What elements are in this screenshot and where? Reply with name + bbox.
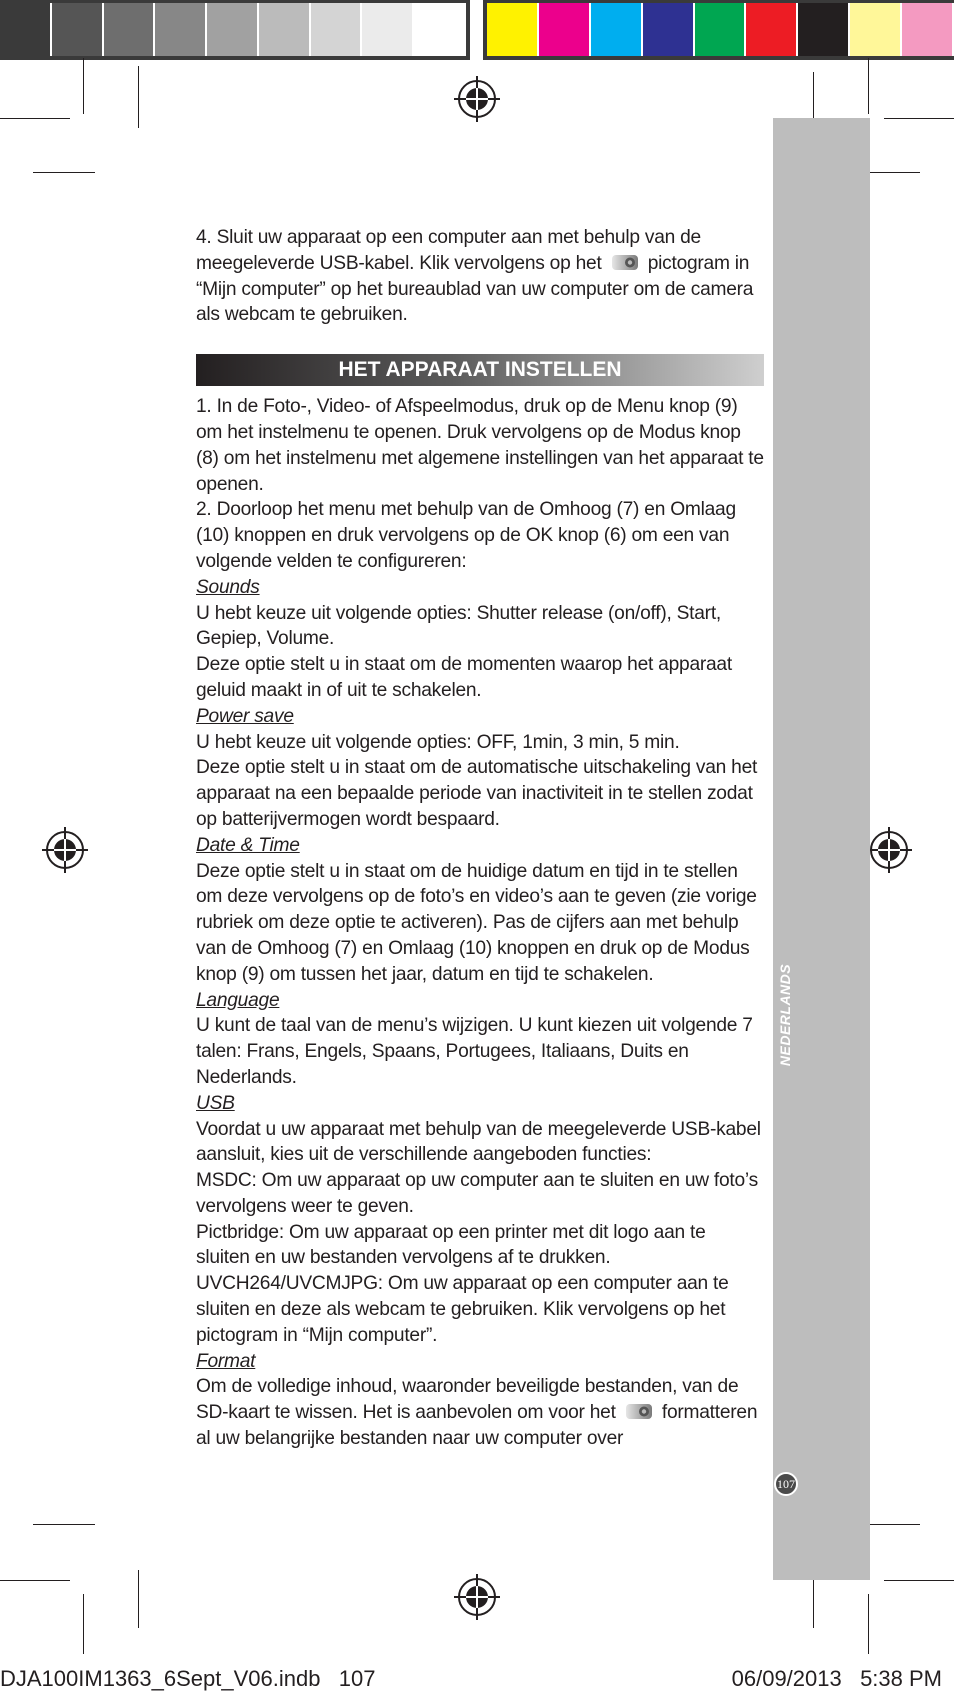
power-save-options: U hebt keuze uit volgende opties: OFF, 1min, 3 min, 5 min.	[196, 731, 680, 753]
file-name: DJA100IM1363_6Sept_V06.indb 107	[0, 1666, 376, 1691]
color-swatch	[591, 3, 643, 56]
sounds-heading: Sounds	[196, 576, 260, 598]
print-slug	[0, 1666, 954, 1696]
color-swatch	[52, 3, 104, 56]
color-swatch	[0, 3, 52, 56]
sounds-description: Deze optie stelt u in staat om de momenten waarop het apparaat geluid maakt in of uit te schakelen.	[196, 654, 732, 701]
grayscale-color-bar	[0, 0, 470, 60]
crop-mark	[868, 1594, 869, 1654]
color-swatch	[850, 3, 902, 56]
color-swatch	[104, 3, 156, 56]
color-swatch	[155, 3, 207, 56]
color-swatch	[695, 3, 747, 56]
usb-uvc: UVCH264/UVCMJPG: Om uw apparaat op een computer aan te sluiten en deze als webcam te gebruiken. Klik vervolgens op het pictogram in “Mijn computer”.	[196, 1273, 729, 1346]
crop-mark	[868, 58, 869, 114]
crop-mark	[33, 172, 95, 173]
usb-heading: USB	[196, 1092, 235, 1114]
color-swatch	[798, 3, 850, 56]
intro-paragraph: 4. Sluit uw apparaat op een computer aan met behulp van de meegeleverde USB-kabel. Klik vervolgens op het pictogram in “Mijn computer” op het bureaublad van uw computer om de camera als webcam te gebruiken.	[196, 227, 754, 326]
registration-mark-icon	[42, 827, 88, 873]
language-side-tab	[773, 118, 870, 1580]
section-title-banner: HET APPARAAT INSTELLEN	[196, 354, 764, 386]
color-swatch	[362, 3, 414, 56]
format-description: Om de volledige inhoud, waaronder beveiligde bestanden, van de SD-kaart te wissen. Het is aanbevolen om voor het formatteren al uw belangrijke bestanden naar uw computer over	[196, 1376, 758, 1450]
crop-mark	[138, 1570, 139, 1628]
language-description: U kunt de taal van de menu’s wijzigen. U kunt kiezen uit volgende 7 talen: Frans, Engels, Spaans, Portugees, Italiaans, Duits en Nederlands.	[196, 1015, 753, 1088]
color-swatch	[487, 3, 539, 56]
language-tab-label: NEDERLANDS	[777, 963, 794, 1067]
date-time-description: Deze optie stelt u in staat om de huidige datum en tijd in te stellen om deze vervolgens op de foto’s en video’s aan te geven (zie vorige rubriek om deze optie te activeren). Pas de cijfers aan met behulp van de Omhoog (7) en Omlaag (10) knoppen en druk op de Modus knop (9) om tussen het jaar, datum en tijd te schakelen.	[196, 860, 757, 985]
usb-pictbridge: Pictbridge: Om uw apparaat op een printer met dit logo aan te sluiten en uw bestanden vervolgens af te drukken.	[196, 1221, 706, 1269]
registration-mark-icon	[454, 76, 500, 122]
language-heading: Language	[196, 989, 280, 1011]
crop-mark	[33, 1524, 95, 1525]
color-swatch	[311, 3, 363, 56]
camera-icon	[624, 1400, 654, 1422]
format-heading: Format	[196, 1350, 256, 1372]
page-number-badge: 107	[774, 1472, 798, 1496]
step-1-paragraph: 1. In de Foto-, Video- of Afspeelmodus, druk op de Menu knop (9) om het instelmenu te openen. Druk vervolgens op de Modus knop (8) om het instelmenu met algemene instellingen van het apparaat te openen.	[196, 396, 764, 495]
crop-mark	[884, 1580, 954, 1581]
color-swatch	[207, 3, 259, 56]
registration-mark-icon	[454, 1574, 500, 1620]
power-save-description: Deze optie stelt u in staat om de automatische uitschakeling van het apparaat na een bepaalde periode van inactiviteit in te stellen zodat op batterijvermogen wordt bespaard.	[196, 757, 758, 830]
crop-mark	[0, 118, 70, 119]
registration-mark-icon	[866, 827, 912, 873]
sounds-options: U hebt keuze uit volgende opties: Shutter release (on/off), Start, Gepiep, Volume.	[196, 602, 721, 650]
crop-mark	[138, 66, 139, 128]
color-swatch	[414, 3, 466, 56]
color-swatch	[746, 3, 798, 56]
manual-page-content	[196, 225, 764, 1452]
print-datetime: 06/09/2013 5:38 PM	[731, 1666, 942, 1691]
crop-mark	[83, 1594, 84, 1654]
color-swatch	[643, 3, 695, 56]
process-color-bar	[483, 0, 954, 60]
date-time-heading: Date & Time	[196, 834, 300, 856]
crop-mark	[884, 118, 954, 119]
color-swatch	[259, 3, 311, 56]
color-swatch	[902, 3, 954, 56]
usb-intro: Voordat u uw apparaat met behulp van de meegeleverde USB-kabel aansluit, kies uit de verschillende aangeboden functies:	[196, 1118, 761, 1166]
power-save-heading: Power save	[196, 705, 294, 727]
usb-msdc: MSDC: Om uw apparaat op uw computer aan te sluiten en uw foto’s vervolgens weer te geven.	[196, 1170, 758, 1217]
crop-mark	[83, 58, 84, 114]
step-2-paragraph: 2. Doorloop het menu met behulp van de Omhoog (7) en Omlaag (10) knoppen en druk vervolgens op de OK knop (6) om een van volgende velden te configureren:	[196, 499, 736, 572]
crop-mark	[0, 1580, 70, 1581]
color-swatch	[539, 3, 591, 56]
camera-icon	[610, 251, 640, 273]
